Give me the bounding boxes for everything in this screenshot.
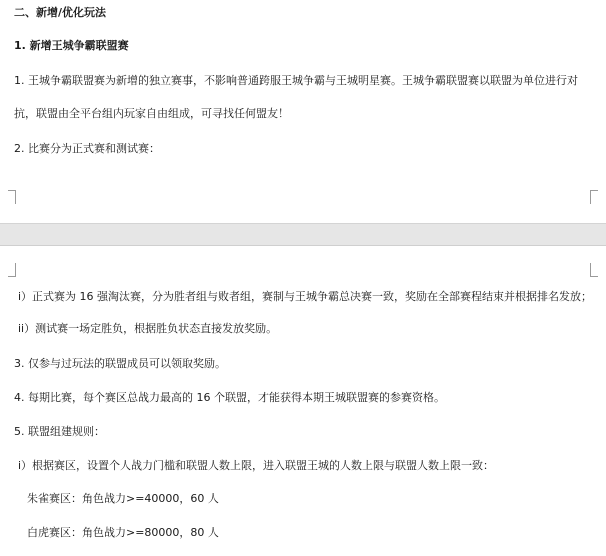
list-item-i: i）正式赛为 16 强淘汰赛，分为胜者组与败者组，赛制与王城争霸总决赛一致，奖励在全部赛程结束并根据排名发放； [18,290,593,303]
zone-line-2: 白虎赛区：角色战力>=80000，80 人 [27,526,219,539]
paragraph-5: 5. 联盟组建规则： [14,425,105,438]
list-item-ii: ii）测试赛一场定胜负，根据胜负状态直接发放奖励。 [18,322,278,335]
page-corner-mark [590,263,598,277]
paragraph-4: 4. 每期比赛，每个赛区总战力最高的 16 个联盟，才能获得本期王城联盟赛的参赛资格。 [14,391,445,404]
section-heading: 二、新增/优化玩法 [14,6,107,19]
paragraph-3: 3. 仅参与过玩法的联盟成员可以领取奖励。 [14,357,226,370]
subsection-heading: 1. 新增王城争霸联盟赛 [14,39,129,52]
paragraph-1-line-2: 抗，联盟由全平台组内玩家自由组成，可寻找任何盟友！ [14,107,289,120]
document-page-lower [0,246,606,556]
page-corner-mark [8,263,16,277]
page-corner-mark [590,190,598,204]
page-corner-mark [8,190,16,204]
paragraph-2: 2. 比赛分为正式赛和测试赛： [14,142,160,155]
page-break [0,223,606,246]
paragraph-1-line-1: 1. 王城争霸联盟赛为新增的独立赛事，不影响普通跨服王城争霸与王城明星赛。王城争霸联盟赛以联盟为单位进行对 [14,74,578,87]
rule-item-i: i）根据赛区，设置个人战力门槛和联盟人数上限，进入联盟王城的人数上限与联盟人数上限一致： [18,459,495,472]
zone-line-1: 朱雀赛区：角色战力>=40000，60 人 [27,492,219,505]
document-page-upper [0,0,606,223]
